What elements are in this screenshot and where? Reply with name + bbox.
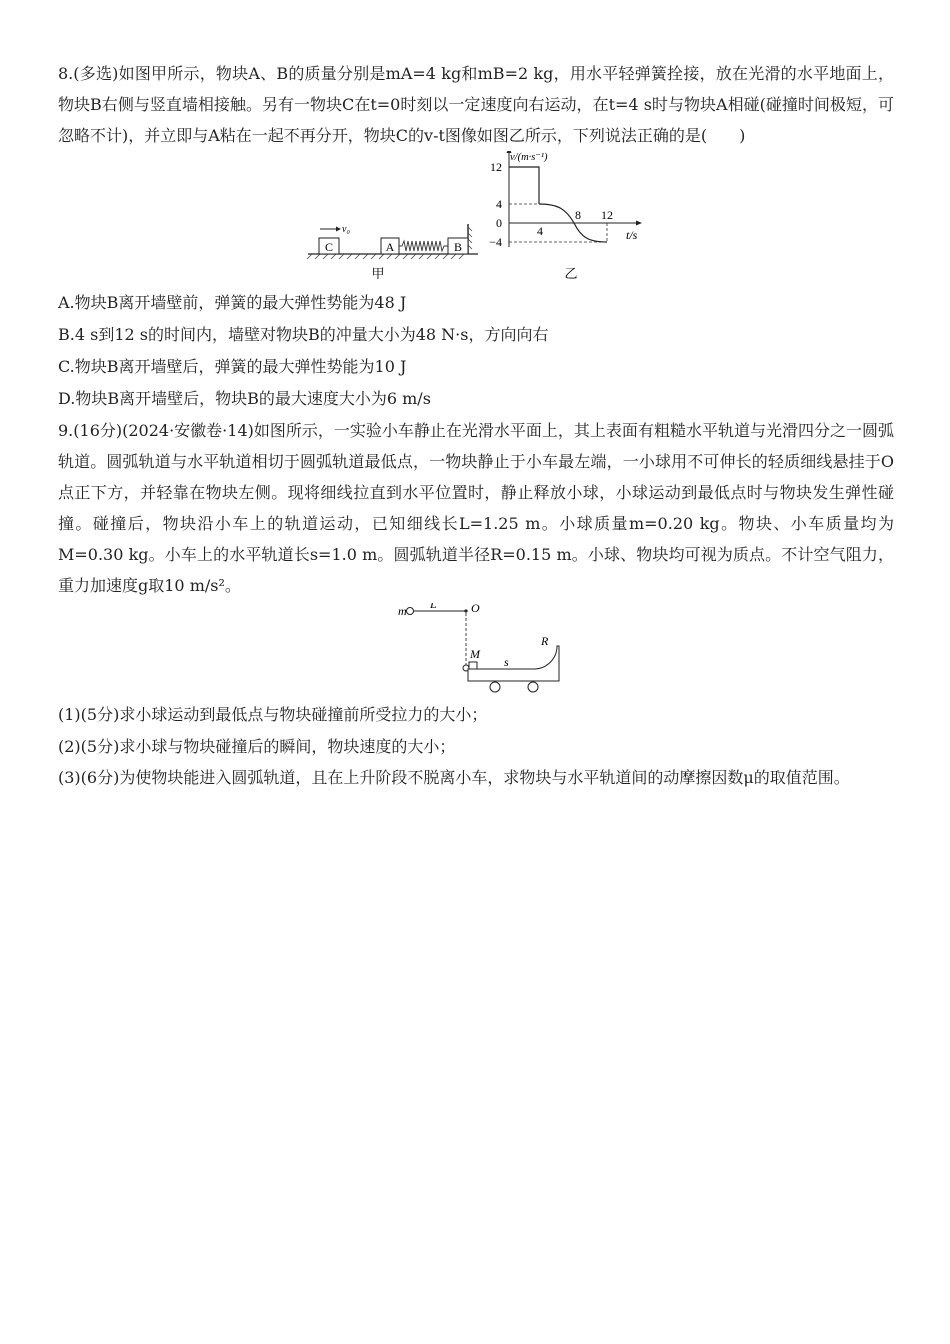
pivot-o	[464, 609, 467, 612]
label-R: R	[541, 634, 549, 648]
figure-yi-vt-graph	[489, 151, 642, 281]
option-a: A.物块B离开墙壁前，弹簧的最大弹性势能为48 J	[58, 293, 407, 312]
block-c-label: C	[324, 240, 334, 254]
question-9-part-2: (2)(5分)求小球与物块碰撞后的瞬间，物块速度的大小；	[58, 736, 456, 756]
spring	[399, 241, 448, 251]
y-tick-0: 0	[496, 216, 502, 230]
option-c: C.物块B离开墙壁后，弹簧的最大弹性势能为10 J	[58, 357, 407, 376]
question-8-stem: 8.(多选)如图甲所示，物块A、B的质量分别是mA=4 kg和mB=2 kg，用水平轻弹簧拴接，放在光滑的水平地面上，物块B右侧与竖直墙相接触。另有一物块C在t=0时刻以一定速度向右运动，在t=4 s时与物块A相碰(碰撞时间极短，可忽略不计)，并立即与A粘在一起不再分开，物块C的v-t图像如图乙所示，下列说法正确的是( )	[58, 64, 894, 145]
vt-curve	[509, 167, 539, 204]
graph-xlabel: t/s	[626, 228, 638, 242]
block-a-label: A	[385, 240, 395, 254]
graph-ylabel: v/(m·s⁻¹)	[510, 152, 548, 163]
label-L: L	[430, 603, 437, 611]
option-d: D.物块B离开墙壁后，物块B的最大速度大小为6 m/s	[58, 389, 431, 408]
block-M	[469, 662, 477, 669]
ball-m	[407, 608, 414, 615]
question-9-figure	[58, 603, 894, 699]
x-tick-4: 4	[537, 224, 543, 238]
cart-wheel-left	[490, 682, 500, 692]
y-tick-4: 4	[496, 197, 502, 211]
figure-yi-caption: 乙	[564, 266, 578, 281]
cart-body	[468, 646, 559, 681]
label-s: s	[504, 655, 509, 669]
option-b: B.4 s到12 s的时间内，墙壁对物块B的冲量大小为48 N·s，方向向右	[58, 325, 549, 344]
question-9-figure-svg	[58, 603, 894, 699]
block-b-label: B	[453, 240, 463, 254]
figure-jia-caption: 甲	[371, 266, 385, 281]
cart-wheel-right	[528, 682, 538, 692]
figure-jia	[307, 224, 478, 281]
y-tick-12: 12	[490, 160, 502, 174]
question-9-stem: 9.(16分)(2024·安徽卷·14)如图所示，一实验小车静止在光滑水平面上，其上表面有粗糙水平轨道与光滑四分之一圆弧轨道。圆弧轨道与水平轨道相切于圆弧轨道最低点，一物块静止于小车最左端，一小球用不可伸长的轻质细线悬挂于O点正下方，并轻靠在物块左侧。现将细线拉直到水平位置时，静止释放小球，小球运动到最低点时与物块发生弹性碰撞。碰撞后，物块沿小车上的轨道运动，已知细线长L=1.25 m。小球质量m=0.20 kg。物块、小车质量均为M=0.30 kg。小车上的水平轨道长s=1.0 m。圆弧轨道半径R=0.15 m。小球、物块均可视为质点。不计空气阻力，重力加速度g取10 m/s²。	[58, 421, 894, 595]
label-M: M	[470, 647, 480, 661]
label-O: O	[471, 603, 480, 615]
x-tick-8: 8	[575, 208, 581, 222]
question-8-figures	[58, 151, 894, 287]
document-page	[58, 58, 894, 794]
x-tick-12: 12	[601, 208, 613, 222]
label-m: m	[398, 604, 407, 618]
question-9-part-3: (3)(6分)为使物块能进入圆弧轨道，且在上升阶段不脱离小车，求物块与水平轨道间的动摩擦因数μ的取值范围。	[58, 768, 850, 787]
question-8-figure-svg	[58, 151, 894, 287]
v0-label: v₀	[342, 224, 350, 235]
y-tick-neg4: −4	[489, 235, 502, 249]
question-9-part-1: (1)(5分)求小球运动到最低点与物块碰撞前所受拉力的大小；	[58, 705, 488, 724]
